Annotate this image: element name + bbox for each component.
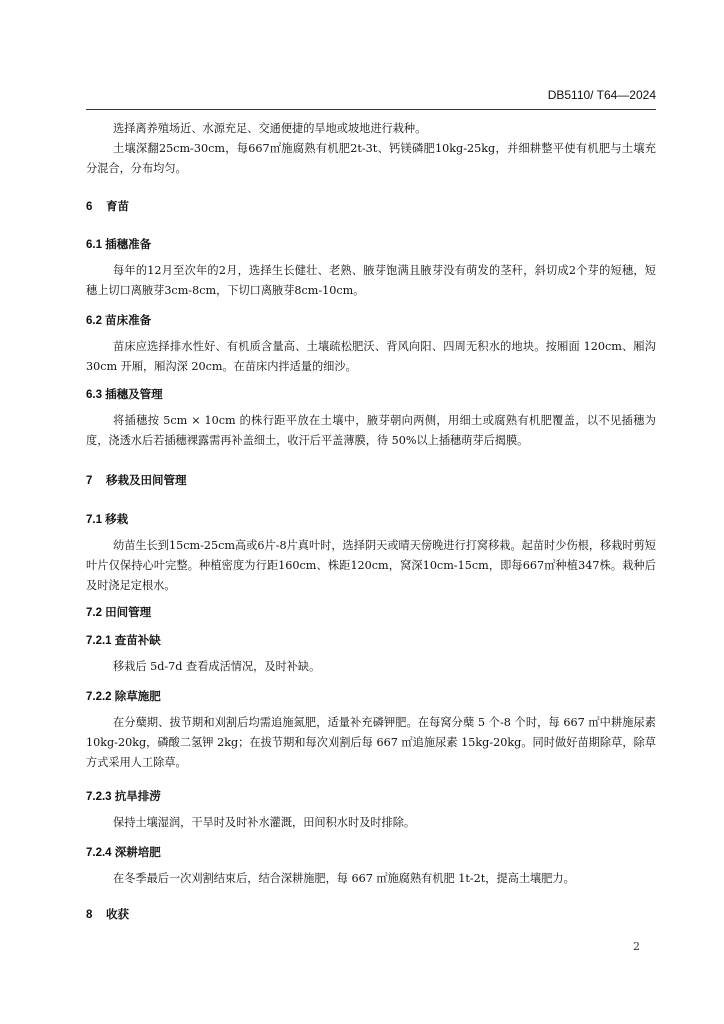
section-8-number: 8 [86,909,93,921]
section-6-1-text: 每年的12月至次年的2月，选择生长健壮、老熟、腋芽饱满且腋芽没有萌发的茎秆，斜切成2个芽的短穗，短穗上切口离腋芽3cm-8cm，下切口离腋芽8cm-10cm。 [86,264,656,297]
section-7-2-3-heading: 7.2.3 抗旱排涝 [86,791,161,803]
section-6-2-heading: 6.2 苗床准备 [86,315,152,327]
page-number: 2 [633,940,640,953]
section-7-2-1-heading: 7.2.1 查苗补缺 [86,635,161,647]
section-8-title: 收获 [106,909,129,921]
section-7-2-4-heading: 7.2.4 深耕培肥 [86,847,161,859]
header-rule [86,109,656,110]
section-7-2-heading: 7.2 田间管理 [86,607,152,619]
section-7-heading [86,472,187,488]
section-7-2-2-heading: 7.2.2 除草施肥 [86,691,161,703]
section-6-title: 育苗 [106,201,129,213]
intro-paragraph-2: 土壤深翻25cm-30cm，每667㎡施腐熟有机肥2t-3t、钙镁磷肥10kg-25kg，并细耕整平使有机肥与土壤充分混合，分布均匀。 [86,142,656,175]
section-6-number: 6 [86,201,93,213]
section-7-2-4-text: 在冬季最后一次刈割结束后，结合深耕施肥，每 667 ㎡施腐熟有机肥 1t-2t，提高土壤肥力。 [113,872,575,885]
section-8-heading [86,906,129,922]
section-6-heading [86,198,129,214]
section-6-2-text: 苗床应选择排水性好、有机质含量高、土壤疏松肥沃、背风向阳、四周无积水的地块。按厢面 120cm、厢沟 30cm 开厢，厢沟深 20cm。在苗床内拌适量的细沙。 [86,340,656,373]
intro-paragraph-1: 选择离养殖场近、水源充足、交通便捷的旱地或坡地进行栽种。 [113,122,427,135]
section-7-number: 7 [86,475,93,487]
section-6-3-heading: 6.3 插穗及管理 [86,389,163,401]
section-7-title: 移栽及田间管理 [106,475,187,487]
section-7-2-1-text: 移栽后 5d-7d 查看成活情况，及时补缺。 [113,660,321,673]
section-7-1-text: 幼苗生长到15cm-25cm高或6片-8片真叶时，选择阴天或晴天傍晚进行打窝移栽。起苗时少伤根，移栽时剪短叶片仅保持心叶完整。种植密度为行距160cm、株距120cm，窝深10cm-15cm，即每667㎡种植347株。栽种后及时浇足定根水。 [86,539,656,592]
section-7-2-2-text: 在分蘖期、拔节期和刈割后均需追施氮肥，适量补充磷钾肥。在每窝分蘖 5 个-8 个时，每 667 ㎡中耕施尿素 10kg-20kg，磷酸二氢钾 2kg；在拔节期和每次刈割后每 667 ㎡追施尿素 15kg-20kg。同时做好苗期除草，除草方式采用人工除草。 [86,716,656,769]
document-id: DB5110/ T64—2024 [547,88,656,102]
section-7-2-3-text: 保持土壤湿润，干旱时及时补水灌溉，田间积水时及时排除。 [113,816,416,829]
section-6-1-heading: 6.1 插穗准备 [86,239,152,251]
section-6-3-text: 将插穗按 5cm × 10cm 的株行距平放在土壤中，腋芽朝向两侧，用细土或腐熟有机肥覆盖，以不见插穗为度，浇透水后若插穗裸露需再补盖细土，收汗后平盖薄膜，待 50%以上插穗萌芽后揭膜。 [86,414,656,447]
section-7-1-heading: 7.1 移栽 [86,514,129,526]
